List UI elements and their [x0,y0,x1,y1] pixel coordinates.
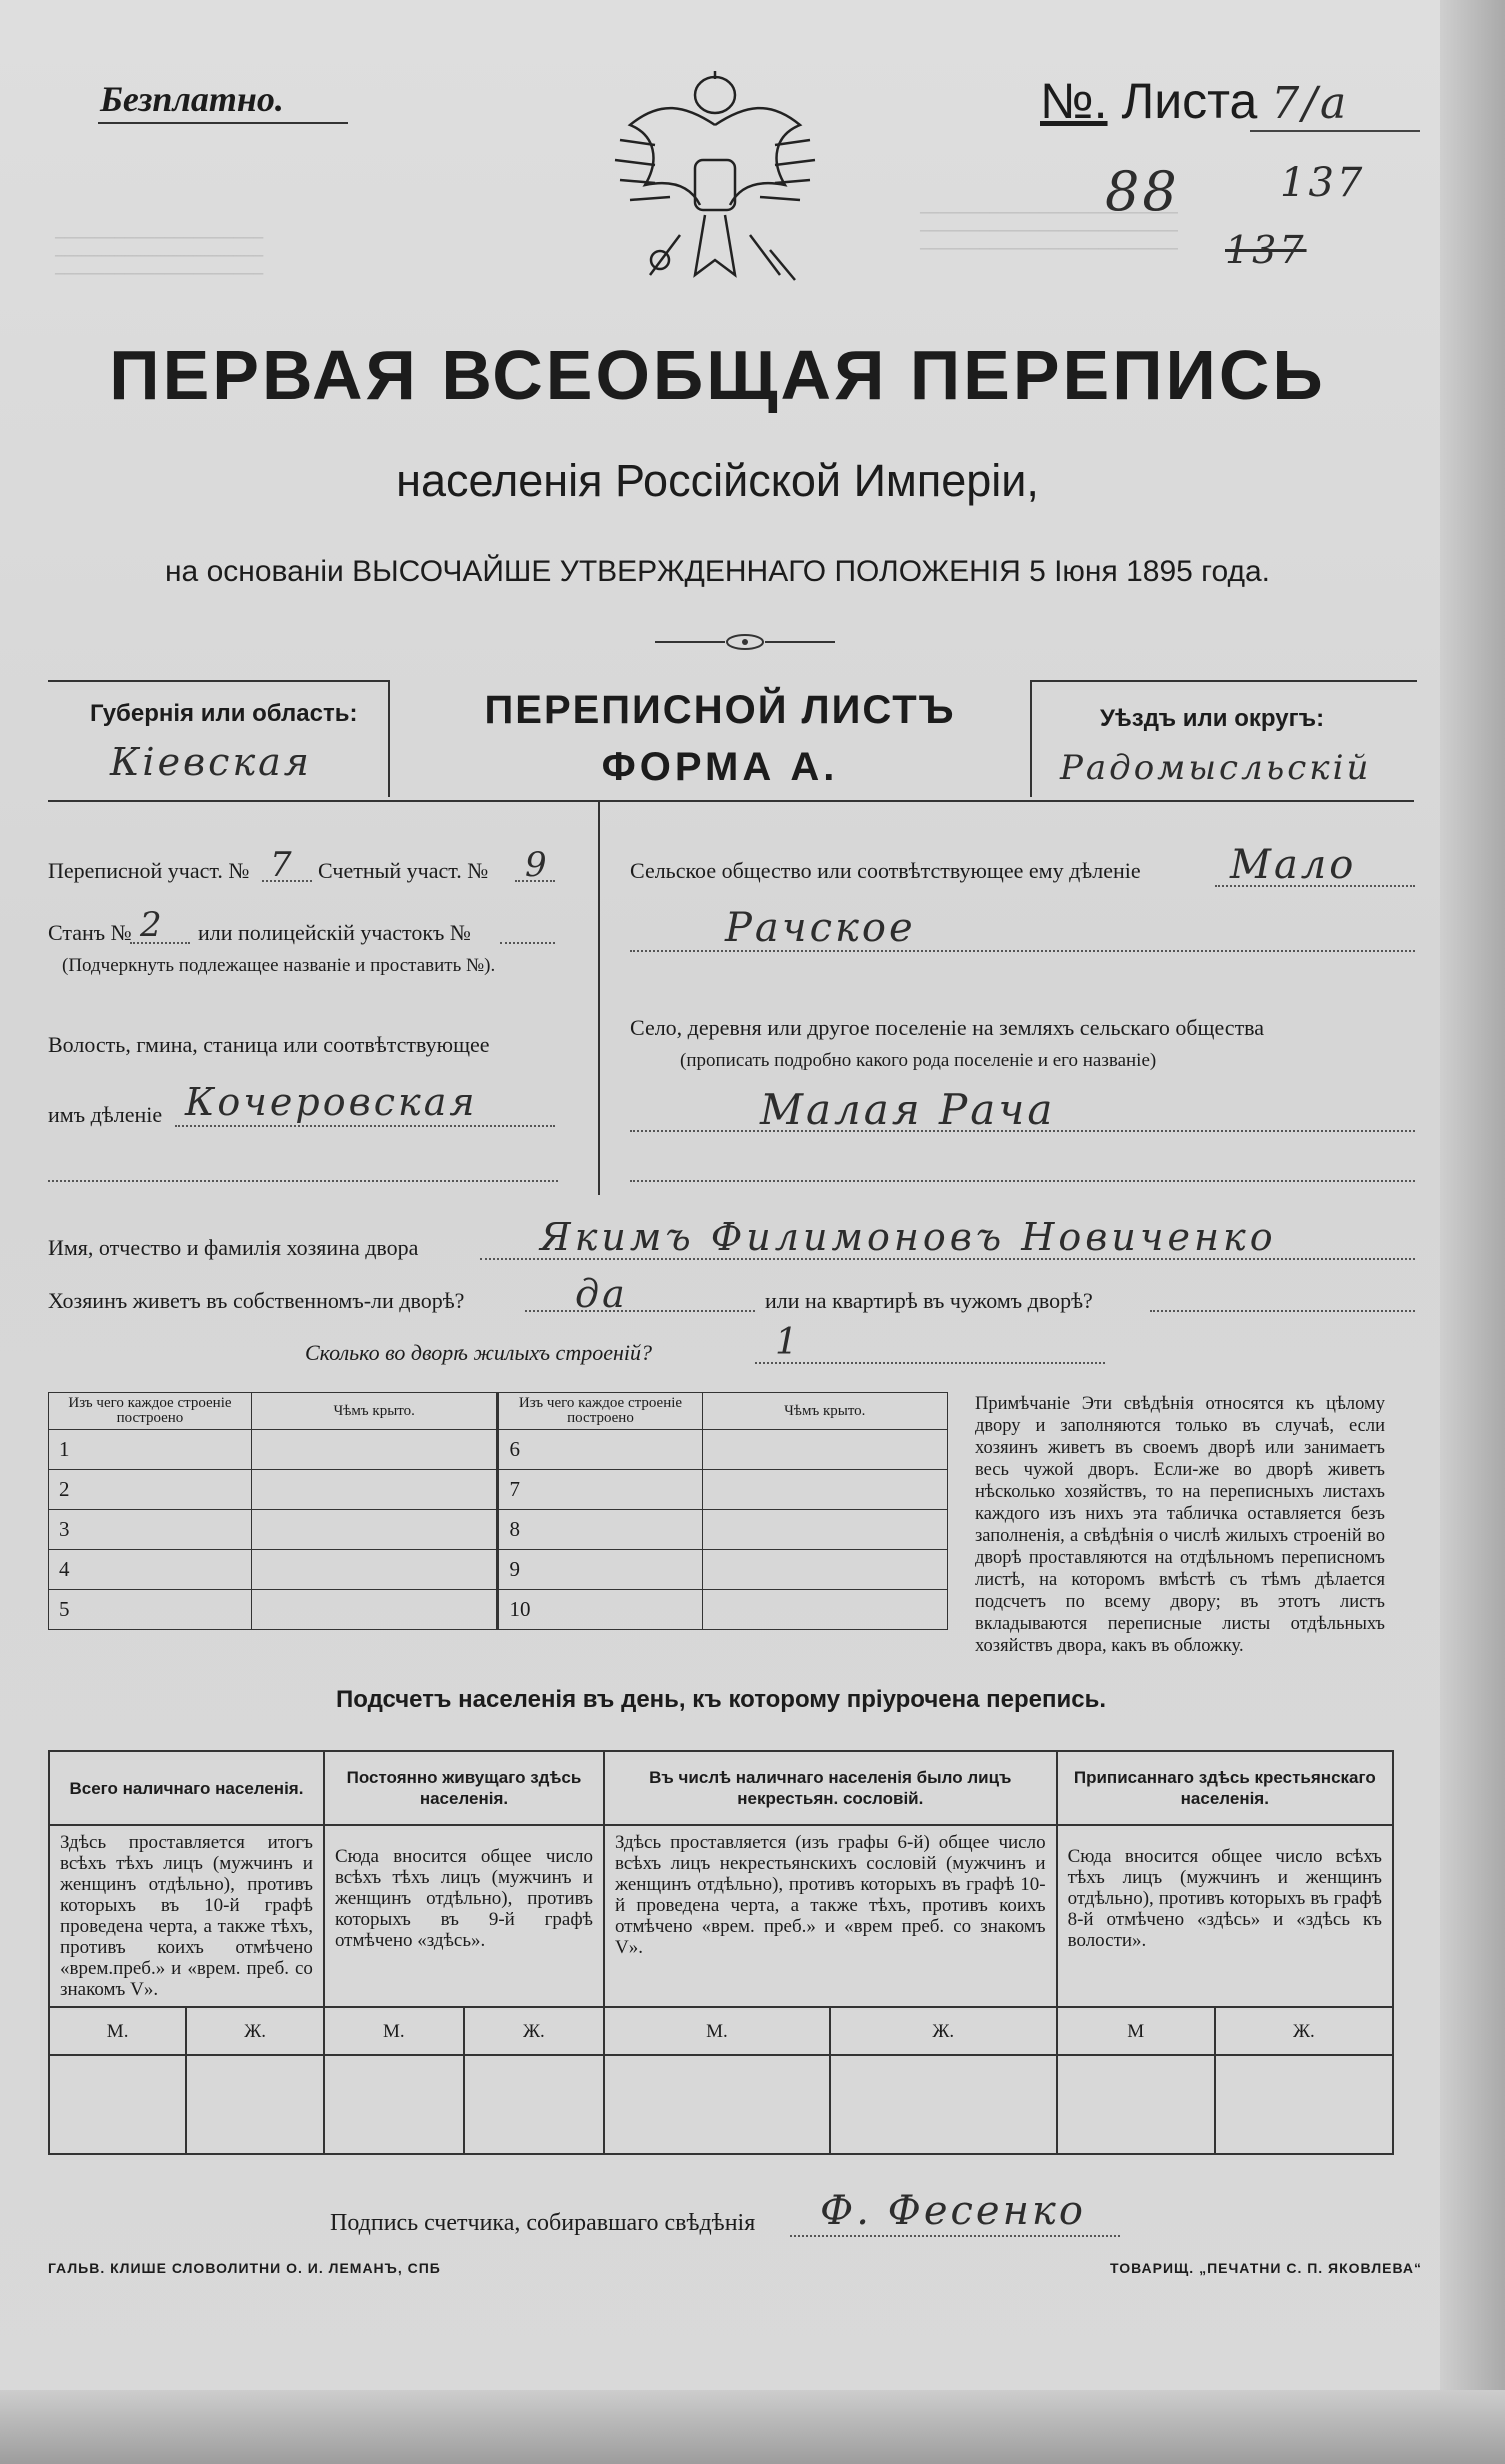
paper-edge-bottom [0,2390,1505,2464]
col-total-head: Всего наличнаго населенія. [49,1751,324,1825]
legal-basis: на основаніи ВЫСОЧАЙШЕ УТВЕРЖДЕННАГО ПОЛОЖЕНІЯ 5 Іюня 1895 года. [164,555,1270,588]
col-total-desc: Здѣсь проставляется итогъ всѣхъ тѣхъ лицъ (мужчинъ и женщинъ отдѣльно), противъ которыхъ въ 10-й графѣ проведена черта, а также тѣхъ, противъ коихъ отмѣчено «врем.преб.» и «врем. преб. со знакомъ V». [49,1825,324,2007]
form-a-label: ФОРМА А. [601,745,839,789]
value-cell[interactable] [604,2055,830,2154]
table-row [49,1550,948,1590]
header-roof-2: Чѣмъ крыто. [702,1393,948,1430]
row-number: 8 [498,1510,702,1550]
table-row [49,1470,948,1510]
roof-cell[interactable] [702,1430,948,1470]
document-subtitle: населенія Россійской Имперіи, [396,455,1039,506]
roof-cell[interactable] [702,1470,948,1510]
population-title: Подсчетъ населенія въ день, къ которому пріурочена перепись. [336,1686,1106,1713]
own-yard-label: Хозяинъ живетъ въ собственномъ-ли дворѣ? [48,1288,465,1313]
free-underline [98,122,348,124]
roof-cell[interactable] [251,1430,498,1470]
village-label: Село, деревня или другое поселеніе на земляхъ сельскаго общества [630,1015,1265,1040]
table-row [49,1510,948,1550]
population-desc-row [49,1825,1393,2007]
col-non-peasant-desc: Здѣсь проставляется (изъ графы 6-й) общее число всѣхъ лицъ некрестьянскихъ сословій (мужчинъ и женщинъ отдѣльно), противъ которыхъ въ графѣ 10-й проведена черта, а также тѣхъ, противъ коихъ отмѣчено «врем. преб.» и «врем преб. со знакомъ V». [604,1825,1057,2007]
header-material-2: Изъ чего каждое строеніе построено [498,1393,702,1430]
count-section-label: Счетный участ. № [318,858,489,883]
form-title: ПЕРЕПИСНОЙ ЛИСТЪ [484,688,956,732]
volost-value[interactable]: Кочеровская [185,1080,478,1124]
header-roof: Чѣмъ крыто. [251,1393,498,1430]
male-label: М [1057,2007,1215,2055]
owner-name-value[interactable]: Якимъ Филимоновъ Новиченко [540,1215,1277,1259]
census-section-value[interactable]: 7 [270,845,295,885]
roof-cell[interactable] [702,1510,948,1550]
header-material: Изъ чего каждое строеніе построено [49,1393,252,1430]
guberniya-label: Губернія или область: [90,700,358,727]
society-value-2[interactable]: Рачское [725,905,916,951]
roof-cell[interactable] [251,1590,498,1630]
population-mf-row [49,2007,1393,2055]
row-number: 6 [498,1430,702,1470]
value-cell[interactable] [324,2055,464,2154]
row-number: 9 [498,1550,702,1590]
buildings-value[interactable]: 1 [775,1322,801,1363]
police-section-label: или полицейскій участокъ № [198,920,471,945]
document-title: ПЕРВАЯ ВСЕОБЩАЯ ПЕРЕПИСЬ [109,336,1326,414]
page-number-88: 88 [1105,160,1180,223]
population-values-row [49,2055,1393,2154]
col-peasant-desc: Сюда вносится общее число всѣхъ тѣхъ лицъ (мужчинъ и женщинъ отдѣльно), противъ которыхъ въ графѣ 8-й отмѣчено «здѣсь» и «здѣсь къ волости». [1057,1825,1393,2007]
stan-label: Станъ № [48,920,132,945]
count-section-value[interactable]: 9 [525,845,550,885]
roof-cell[interactable] [251,1550,498,1590]
village-value[interactable]: Малая Рача [760,1085,1056,1134]
buildings-table [48,1392,948,1630]
female-label: Ж. [464,2007,604,2055]
value-cell[interactable] [464,2055,604,2154]
row-number: 5 [49,1590,252,1630]
stan-note: (Подчеркнуть подлежащее названіе и проставить №). [62,955,496,976]
row-number: 3 [49,1510,252,1550]
roof-cell[interactable] [251,1510,498,1550]
divider-vertical [598,800,600,1195]
own-yard-value[interactable]: да [575,1272,628,1316]
bleed-through-text-right: ────────────────────────── ────────────────────────── ────────────────────────── [920,206,1178,257]
male-label: М. [324,2007,464,2055]
number-sign: №. [1040,73,1108,129]
buildings-note: Примѣчаніе Эти свѣдѣнія относятся къ цѣлому двору и заполняются только въ случаѣ, если хозяинъ живетъ въ своемъ дворѣ или занимаетъ весь чужой дворъ. Если-же во дворѣ живетъ нѣсколько хозяйствъ, то на переписныхъ листахъ каждого изъ нихъ эта табличка оставляется безъ заполненія, а свѣдѣнія о числѣ жилыхъ строеній во дворѣ проставляются на отдѣльномъ переписномъ листѣ, на которомъ вмѣстѣ съ тѣмъ дѣлается подсчетъ по всему двору; въ этотъ листъ вкладываются переписные листы отдѣльныхъ хозяйствъ двора, какъ въ обложку. [975,1394,1385,1656]
population-header-row [49,1751,1393,1825]
roof-cell[interactable] [702,1550,948,1590]
value-cell[interactable] [1057,2055,1215,2154]
society-label: Сельское общество или соотвѣтствующее ему дѣленіе [630,858,1141,883]
male-label: М. [604,2007,830,2055]
female-label: Ж. [1215,2007,1393,2055]
uezd-value[interactable]: Радомысльскій [1060,748,1372,788]
row-number: 10 [498,1590,702,1630]
page-number-137-a: 137 [1280,160,1366,206]
sheet-number-hand: 7/а [1271,78,1350,129]
volost-label-line2: имъ дѣленіе [48,1102,163,1127]
sheet-label: Листа [1121,73,1258,129]
free-label: Безплатно. [100,79,284,119]
table-row [49,1590,948,1630]
paper-edge-right [1440,0,1505,2464]
value-cell[interactable] [186,2055,324,2154]
value-cell[interactable] [1215,2055,1393,2154]
population-table [48,1750,1394,2155]
buildings-label: Сколько во дворѣ жилыхъ строеній? [305,1340,652,1365]
footer-left-printer: ГАЛЬВ. КЛИШЕ СЛОВОЛИТНИ О. И. ЛЕМАНЪ, СПБ [48,2260,441,2276]
value-cell[interactable] [49,2055,186,2154]
society-value-1[interactable]: Мало [1230,842,1357,888]
footer-right-printer: ТОВАРИЩ. „ПЕЧАТНИ С. П. ЯКОВЛЕВА“ [1110,2260,1423,2276]
village-note: (прописать подробно какого рода поселеніе и его названіе) [680,1050,1157,1071]
roof-cell[interactable] [702,1590,948,1630]
col-peasant-head: Приписаннаго здѣсь крестьянскаго населенія. [1057,1751,1393,1825]
female-label: Ж. [830,2007,1057,2055]
divider-top [48,800,1414,802]
apartment-label: или на квартирѣ въ чужомъ дворѣ? [765,1288,1093,1313]
col-permanent-head: Постоянно живущаго здѣсь населенія. [324,1751,604,1825]
guberniya-value[interactable]: Кіевская [110,740,312,784]
row-number: 1 [49,1430,252,1470]
signature-label: Подпись счетчика, собиравшаго свѣдѣнія [330,2210,756,2236]
owner-name-label: Имя, отчество и фамилія хозяина двора [48,1235,419,1260]
census-section-label: Переписной участ. № [48,858,250,883]
stan-value[interactable]: 2 [140,905,165,945]
row-number: 4 [49,1550,252,1590]
sheet-number [1040,72,1349,130]
row-number: 7 [498,1470,702,1510]
col-permanent-desc: Сюда вносится общее число всѣхъ тѣхъ лицъ (мужчинъ и женщинъ отдѣльно), противъ которыхъ въ 9-й графѣ отмѣчено «здѣсь». [324,1825,604,2007]
male-label: М. [49,2007,186,2055]
volost-label-line1: Волость, гмина, станица или соотвѣтствующее [48,1032,490,1057]
row-number: 2 [49,1470,252,1510]
page-number-137-b: 137 [1225,228,1307,272]
col-non-peasant-head: Въ числѣ наличнаго населенія было лицъ некрестьян. сословій. [604,1751,1057,1825]
bleed-through-text: ───────────────────── ───────────────────── ───────────────────── [55,231,264,282]
sheet-underline [1250,130,1420,132]
female-label: Ж. [186,2007,324,2055]
roof-cell[interactable] [251,1470,498,1510]
uezd-label: Уѣздъ или округъ: [1100,705,1325,732]
table-row [49,1430,948,1470]
signature-value[interactable]: Ф. Фесенко [820,2188,1086,2234]
ornament-divider [655,632,835,652]
imperial-eagle-icon [600,65,830,315]
buildings-table-header [49,1393,948,1430]
value-cell[interactable] [830,2055,1057,2154]
